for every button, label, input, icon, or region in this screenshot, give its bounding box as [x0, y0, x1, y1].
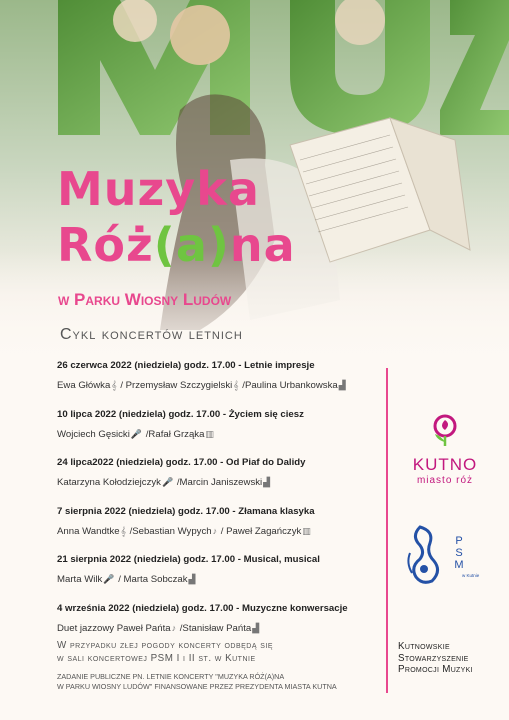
violin-icon: 𝄞	[120, 525, 126, 536]
title-part-na: na	[229, 218, 296, 272]
kutno-name: KUTNO	[412, 455, 478, 474]
event-header: 24 lipca2022 (niedziela) godz. 17.00 - Od Piaf do Dalidy	[57, 457, 306, 468]
psm-letter: M	[454, 559, 464, 571]
title-line-2	[57, 218, 296, 272]
violin-icon: 𝄞	[111, 380, 117, 390]
event-performers	[57, 574, 377, 585]
title-line-1: Muzyka	[57, 162, 260, 216]
event-3	[57, 457, 377, 506]
psm-letter: P	[455, 535, 463, 547]
weather-line-2: w sali koncertowej PSM I i II st. w Kutnie	[57, 653, 256, 664]
performer: Duet jazzowy Paweł Pańta	[57, 622, 171, 634]
accordion-icon: ▥	[205, 428, 214, 439]
piano-icon: ▟	[252, 622, 260, 633]
funding-line-1: ZADANIE PUBLICZNE PN. LETNIE KONCERTY "MUZYKA RÓŻ(A)NA	[57, 672, 285, 681]
event-header: 10 lipca 2022 (niedziela) godz. 17.00 - Życiem się ciesz	[57, 408, 304, 420]
psm-subtitle: w Kutnie	[462, 573, 480, 578]
event-header: 4 września 2022 (niedziela) godz. 17.00 - Muzyczne konwersacje	[57, 602, 348, 614]
event-header: 21 sierpnia 2022 (niedziela) godz. 17.00 - Musical, musical	[57, 554, 320, 565]
performer: Katarzyna Kołodziejczyk	[57, 477, 161, 488]
cello-icon: ♪	[171, 622, 177, 633]
performer: Wojciech Gęsicki	[57, 428, 130, 440]
piano-icon: ▟	[338, 380, 346, 390]
microphone-icon: 🎤	[130, 428, 143, 439]
microphone-icon: 🎤	[161, 477, 174, 487]
kutno-logo	[400, 412, 490, 486]
weather-notice	[57, 639, 273, 665]
performer: Marta Wilk	[57, 574, 103, 585]
event-1	[57, 360, 377, 409]
violin-icon: 𝄞	[233, 380, 239, 390]
events-list	[57, 360, 377, 651]
ktpm-name	[398, 641, 473, 676]
funding-note	[57, 672, 337, 692]
performer: /Paulina Urbankowska	[239, 380, 338, 391]
cycle-heading: Cykl koncertów letnich	[60, 326, 243, 343]
ktpm-line: Stowarzyszenie	[398, 652, 469, 664]
weather-line-1: W przypadku złej pogody koncerty odbędą się	[57, 640, 274, 651]
performer: / Marta Sobczak	[115, 574, 188, 585]
accordion-icon: ▥	[302, 525, 311, 536]
psm-letter: S	[455, 547, 463, 559]
event-header: 26 czerwca 2022 (niedziela) godz. 17.00 - Letnie impresje	[57, 360, 315, 371]
performer: Ewa Główka	[57, 380, 111, 391]
performer: /Marcin Janiszewski	[174, 477, 263, 488]
subtitle: w Parku Wiosny Ludów	[58, 290, 232, 309]
violin-scroll-icon	[404, 523, 450, 585]
title-part-a: (a)	[153, 218, 230, 272]
cello-icon: ♪	[212, 525, 218, 536]
title-part-roz: Róż	[57, 218, 154, 272]
event-header: 7 sierpnia 2022 (niedziela) godz. 17.00 - Złamana klasyka	[57, 505, 315, 517]
microphone-icon: 🎤	[103, 574, 115, 584]
piano-icon: ▟	[263, 477, 271, 487]
performer: Anna Wandtke	[57, 525, 120, 537]
piano-icon: ▟	[188, 574, 196, 584]
funding-line-2: W PARKU WIOSNY LUDÓW" FINANSOWANE PRZEZ PREZYDENTA MIASTA KUTNA	[57, 682, 337, 691]
event-4	[57, 506, 377, 555]
event-5	[57, 554, 377, 603]
performer: / Przemysław Szczygielski	[117, 380, 233, 391]
performer: /Rafał Grząka	[143, 428, 205, 440]
event-performers	[57, 526, 377, 537]
event-2	[57, 409, 377, 458]
performer: /Sebastian Wypych	[126, 525, 212, 537]
psm-logo	[404, 523, 484, 585]
performer: /Stanisław Pańta	[177, 622, 252, 634]
psm-letters	[452, 535, 466, 571]
vertical-divider	[386, 368, 388, 693]
rose-icon	[427, 412, 463, 448]
ktpm-line: Promocji Muzyki	[398, 664, 473, 675]
ktpm-line: Kutnowskie	[398, 641, 450, 652]
event-performers	[57, 477, 377, 488]
event-performers	[57, 380, 377, 391]
performer: / Paweł Zagańczyk	[218, 525, 302, 537]
kutno-tagline: miasto róż	[416, 475, 474, 486]
event-performers	[57, 623, 377, 634]
event-performers	[57, 429, 377, 440]
